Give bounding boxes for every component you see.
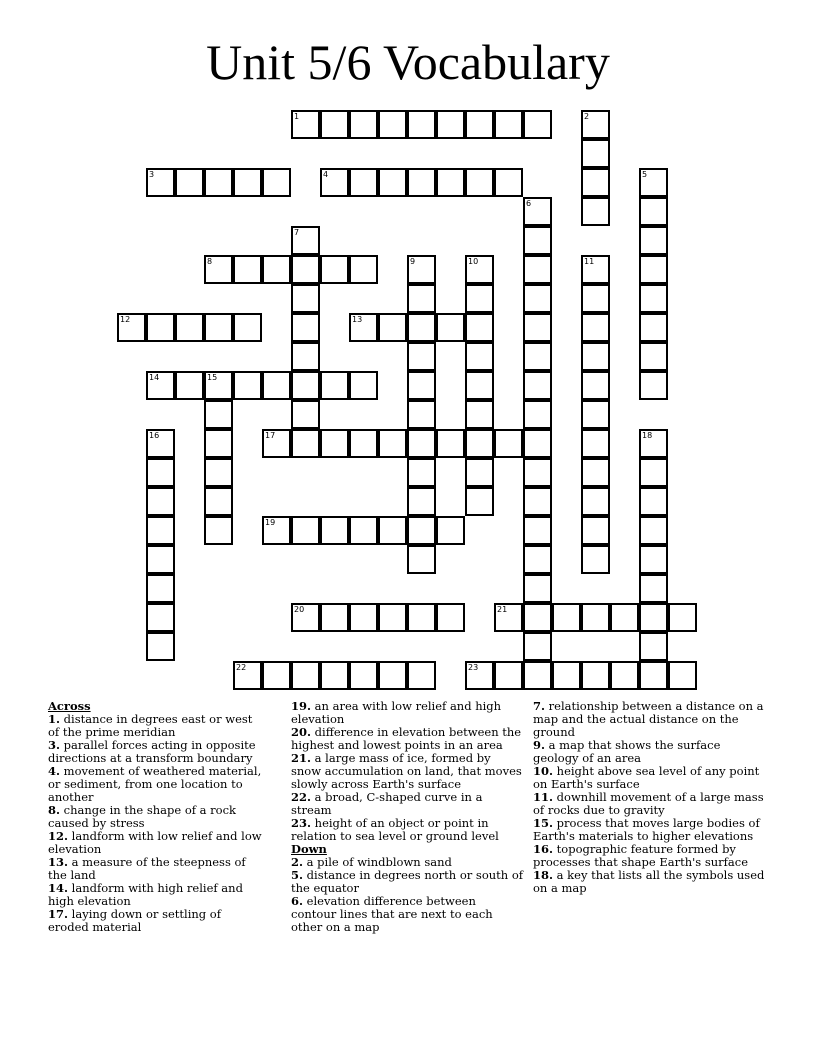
clue-item-number: 4. [48,764,61,778]
grid-cell[interactable] [639,574,668,603]
grid-cell[interactable] [465,371,494,400]
grid-cell[interactable] [523,545,552,574]
clue-number: 17 [265,431,276,440]
grid-cell[interactable] [407,371,436,400]
grid-cell[interactable] [523,110,552,139]
grid-cell[interactable] [552,603,581,632]
grid-cell[interactable] [639,429,668,458]
grid-cell[interactable] [639,458,668,487]
grid-cell[interactable] [639,632,668,661]
grid-cell[interactable] [668,603,697,632]
grid-cell[interactable] [262,168,291,197]
clue-item [533,843,765,869]
clue-item-number: 10. [533,764,554,778]
grid-cell[interactable] [117,313,146,342]
grid-cell[interactable] [233,661,262,690]
grid-cell[interactable] [262,255,291,284]
grid-cell[interactable] [175,371,204,400]
grid-cell[interactable] [639,284,668,313]
grid-cell[interactable] [465,487,494,516]
clue-number: 8 [207,257,213,266]
grid-cell[interactable] [320,168,349,197]
grid-cell[interactable] [146,487,175,516]
grid-cell[interactable] [494,429,523,458]
grid-cell[interactable] [291,371,320,400]
grid-cell[interactable] [494,661,523,690]
clue-number: 10 [468,257,479,266]
grid-cell[interactable] [436,110,465,139]
clue-item-text: downhill movement of a large mass of rocks due to gravity [533,790,764,817]
grid-cell[interactable] [146,168,175,197]
grid-cell[interactable] [581,110,610,139]
clue-number: 14 [149,373,160,382]
clue-item-text: an area with low relief and high elevation [291,699,502,726]
grid-cell[interactable] [465,255,494,284]
grid-cell[interactable] [407,400,436,429]
grid-cell[interactable] [407,661,436,690]
grid-cell[interactable] [465,342,494,371]
grid-cell[interactable] [407,429,436,458]
clue-item-text: process that moves large bodies of Earth's materials to higher elevations [533,816,760,843]
grid-cell[interactable] [523,632,552,661]
grid-cell[interactable] [581,284,610,313]
down-clue-list [291,856,523,934]
grid-cell[interactable] [407,545,436,574]
grid-cell[interactable] [291,255,320,284]
grid-cell[interactable] [146,574,175,603]
grid-cell[interactable] [146,632,175,661]
clue-item-text: a measure of the steepness of the land [48,855,246,882]
clue-item-number: 15. [533,816,554,830]
clue-item-number: 17. [48,907,69,921]
grid-cell[interactable] [407,255,436,284]
clue-item [533,869,765,895]
clue-number: 19 [265,518,276,527]
grid-cell[interactable] [291,226,320,255]
grid-cell[interactable] [349,110,378,139]
clue-item-number: 20. [291,725,312,739]
clue-item [291,817,523,843]
clue-number: 20 [294,605,305,614]
grid-cell[interactable] [378,110,407,139]
clue-item-number: 8. [48,803,61,817]
clue-item [48,882,264,908]
clue-item [533,791,765,817]
clue-item-text: movement of weathered material, or sediment, from one location to another [48,764,262,804]
clue-number: 2 [584,112,590,121]
clue-item-text: a broad, C-shaped curve in a stream [291,790,483,817]
grid-cell[interactable] [523,284,552,313]
grid-cell[interactable] [378,313,407,342]
clue-number: 5 [642,170,648,179]
grid-cell[interactable] [581,400,610,429]
grid-cell[interactable] [639,313,668,342]
grid-cell[interactable] [349,603,378,632]
grid-cell[interactable] [175,168,204,197]
grid-cell[interactable] [204,458,233,487]
clue-item [533,765,765,791]
clue-item [291,752,523,791]
grid-cell[interactable] [581,313,610,342]
grid-cell[interactable] [436,313,465,342]
grid-cell[interactable] [465,661,494,690]
grid-cell[interactable] [610,661,639,690]
clue-item [48,830,264,856]
grid-cell[interactable] [204,516,233,545]
grid-cell[interactable] [407,168,436,197]
down-heading: Down [291,842,327,856]
grid-cell[interactable] [262,661,291,690]
grid-cell[interactable] [436,168,465,197]
clue-item [291,700,523,726]
clue-number: 11 [584,257,595,266]
grid-cell[interactable] [320,429,349,458]
grid-cell[interactable] [581,545,610,574]
grid-cell[interactable] [291,400,320,429]
grid-cell[interactable] [407,516,436,545]
clue-item [48,765,264,804]
clue-item-text: parallel forces acting in opposite directions at a transform boundary [48,738,256,765]
grid-cell[interactable] [291,661,320,690]
grid-cell[interactable] [320,110,349,139]
clue-item [48,713,264,739]
clue-number: 3 [149,170,155,179]
grid-cell[interactable] [523,226,552,255]
grid-cell[interactable] [291,313,320,342]
grid-cell[interactable] [523,458,552,487]
grid-cell[interactable] [378,516,407,545]
grid-cell[interactable] [146,371,175,400]
grid-cell[interactable] [378,661,407,690]
clue-item-number: 22. [291,790,312,804]
grid-cell[interactable] [175,313,204,342]
grid-cell[interactable] [465,458,494,487]
grid-cell[interactable] [581,429,610,458]
grid-cell[interactable] [146,603,175,632]
clue-item-number: 16. [533,842,554,856]
clue-item-number: 3. [48,738,61,752]
clue-number: 1 [294,112,300,121]
clue-column-1 [48,700,264,934]
grid-cell[interactable] [204,429,233,458]
grid-cell[interactable] [407,342,436,371]
grid-cell[interactable] [465,168,494,197]
grid-cell[interactable] [291,342,320,371]
grid-cell[interactable] [204,371,233,400]
clue-item [533,739,765,765]
grid-cell[interactable] [523,574,552,603]
grid-cell[interactable] [349,371,378,400]
grid-cell[interactable] [378,429,407,458]
grid-cell[interactable] [581,603,610,632]
clue-item [533,817,765,843]
clue-item [533,700,765,739]
grid-cell[interactable] [581,516,610,545]
clue-number: 22 [236,663,247,672]
grid-cell[interactable] [494,168,523,197]
clue-item-number: 6. [291,894,304,908]
clue-item-number: 7. [533,699,546,713]
clue-number: 7 [294,228,300,237]
clue-number: 15 [207,373,218,382]
clue-item-text: a map that shows the surface geology of an area [533,738,721,765]
grid-cell[interactable] [639,516,668,545]
clue-item-number: 9. [533,738,546,752]
clue-item-text: laying down or settling of eroded material [48,907,221,934]
grid-cell[interactable] [581,139,610,168]
grid-cell[interactable] [581,342,610,371]
clue-item-text: topographic feature formed by processes that shape Earth's surface [533,842,749,869]
across-clue-list-continued [291,700,523,843]
clue-number: 16 [149,431,160,440]
grid-cell[interactable] [436,516,465,545]
grid-cell[interactable] [291,284,320,313]
clue-item-number: 1. [48,712,61,726]
grid-cell[interactable] [320,255,349,284]
grid-cell[interactable] [320,516,349,545]
grid-cell[interactable] [204,313,233,342]
grid-cell[interactable] [639,487,668,516]
grid-cell[interactable] [639,226,668,255]
clue-item [291,726,523,752]
grid-cell[interactable] [204,168,233,197]
grid-cell[interactable] [523,400,552,429]
grid-cell[interactable] [523,661,552,690]
grid-cell[interactable] [581,661,610,690]
grid-cell[interactable] [233,371,262,400]
clue-column-3 [533,700,765,895]
grid-cell[interactable] [639,255,668,284]
clue-number: 13 [352,315,363,324]
clue-item-number: 2. [291,855,304,869]
clue-item [291,869,523,895]
grid-cell[interactable] [146,516,175,545]
grid-cell[interactable] [204,487,233,516]
grid-cell[interactable] [523,429,552,458]
clue-item-text: difference in elevation between the highest and lowest points in an area [291,725,522,752]
clue-item-text: distance in degrees north or south of the equator [291,868,524,895]
grid-cell[interactable] [204,400,233,429]
clue-number: 23 [468,663,479,672]
grid-cell[interactable] [407,487,436,516]
grid-cell[interactable] [668,661,697,690]
clue-item-text: change in the shape of a rock caused by stress [48,803,236,830]
grid-cell[interactable] [204,255,233,284]
grid-cell[interactable] [320,371,349,400]
grid-cell[interactable] [465,400,494,429]
clue-item-number: 23. [291,816,312,830]
grid-cell[interactable] [349,429,378,458]
grid-cell[interactable] [523,342,552,371]
clue-item-number: 14. [48,881,69,895]
grid-cell[interactable] [581,255,610,284]
grid-cell[interactable] [465,429,494,458]
grid-cell[interactable] [233,168,262,197]
grid-cell[interactable] [320,603,349,632]
clue-item-number: 12. [48,829,69,843]
grid-cell[interactable] [262,516,291,545]
across-heading: Across [48,699,91,713]
clue-item-text: elevation difference between contour lines that are next to each other on a map [291,894,493,934]
clue-item-text: a key that lists all the symbols used on a map [533,868,765,895]
grid-cell[interactable] [233,255,262,284]
grid-cell[interactable] [291,429,320,458]
clue-column-2 [291,700,523,934]
clue-item [48,908,264,934]
grid-cell[interactable] [639,661,668,690]
grid-cell[interactable] [146,545,175,574]
grid-cell[interactable] [146,313,175,342]
grid-cell[interactable] [349,516,378,545]
clue-item [48,804,264,830]
grid-cell[interactable] [581,168,610,197]
grid-cell[interactable] [349,255,378,284]
grid-cell[interactable] [523,371,552,400]
clue-number: 4 [323,170,329,179]
grid-cell[interactable] [465,284,494,313]
grid-cell[interactable] [639,545,668,574]
grid-cell[interactable] [146,458,175,487]
clue-item-text: a large mass of ice, formed by snow accumulation on land, that moves slowly across Earth's surface [291,751,522,791]
clue-item [291,895,523,934]
grid-cell[interactable] [407,458,436,487]
clue-item-number: 5. [291,868,304,882]
grid-cell[interactable] [581,458,610,487]
clue-item-text: height of an object or point in relation to sea level or ground level [291,816,499,843]
clue-item [48,856,264,882]
grid-cell[interactable] [378,168,407,197]
clue-item-text: relationship between a distance on a map and the actual distance on the ground [533,699,764,739]
grid-cell[interactable] [494,603,523,632]
clue-number: 6 [526,199,532,208]
clue-item-text: distance in degrees east or west of the prime meridian [48,712,253,739]
grid-cell[interactable] [407,110,436,139]
grid-cell[interactable] [407,284,436,313]
grid-cell[interactable] [639,371,668,400]
clue-item-text: landform with high relief and high elevation [48,881,243,908]
clue-number: 18 [642,431,653,440]
grid-cell[interactable] [407,603,436,632]
grid-cell[interactable] [639,197,668,226]
grid-cell[interactable] [523,603,552,632]
clue-item [291,791,523,817]
across-clue-list [48,713,264,934]
grid-cell[interactable] [581,197,610,226]
clue-item-number: 21. [291,751,312,765]
grid-cell[interactable] [320,661,349,690]
grid-cell[interactable] [465,110,494,139]
grid-cell[interactable] [639,603,668,632]
grid-cell[interactable] [436,603,465,632]
grid-cell[interactable] [639,342,668,371]
grid-cell[interactable] [378,603,407,632]
clue-item [48,739,264,765]
grid-cell[interactable] [494,110,523,139]
grid-cell[interactable] [581,487,610,516]
clue-item-number: 11. [533,790,554,804]
grid-cell[interactable] [523,487,552,516]
grid-cell[interactable] [581,371,610,400]
clue-number: 9 [410,257,416,266]
grid-cell[interactable] [407,313,436,342]
clue-item-text: a pile of windblown sand [303,855,452,869]
puzzle-title: Unit 5/6 Vocabulary [206,34,610,90]
grid-cell[interactable] [349,313,378,342]
grid-cell[interactable] [349,661,378,690]
down-clue-list-continued [533,700,765,895]
clue-item-number: 13. [48,855,69,869]
grid-cell[interactable] [436,429,465,458]
grid-cell[interactable] [523,516,552,545]
grid-cell[interactable] [610,603,639,632]
grid-cell[interactable] [146,429,175,458]
grid-cell[interactable] [262,429,291,458]
grid-cell[interactable] [523,255,552,284]
grid-cell[interactable] [291,516,320,545]
grid-cell[interactable] [291,110,320,139]
grid-cell[interactable] [262,371,291,400]
grid-cell[interactable] [233,313,262,342]
clue-item-number: 19. [291,699,312,713]
grid-cell[interactable] [465,313,494,342]
grid-cell[interactable] [552,661,581,690]
clue-item-text: landform with low relief and low elevation [48,829,262,856]
clue-number: 12 [120,315,131,324]
grid-cell[interactable] [349,168,378,197]
grid-cell[interactable] [523,313,552,342]
clue-number: 21 [497,605,508,614]
clue-item-number: 18. [533,868,554,882]
clue-item-text: height above sea level of any point on Earth's surface [533,764,760,791]
grid-cell[interactable] [291,603,320,632]
grid-cell[interactable] [523,197,552,226]
grid-cell[interactable] [639,168,668,197]
